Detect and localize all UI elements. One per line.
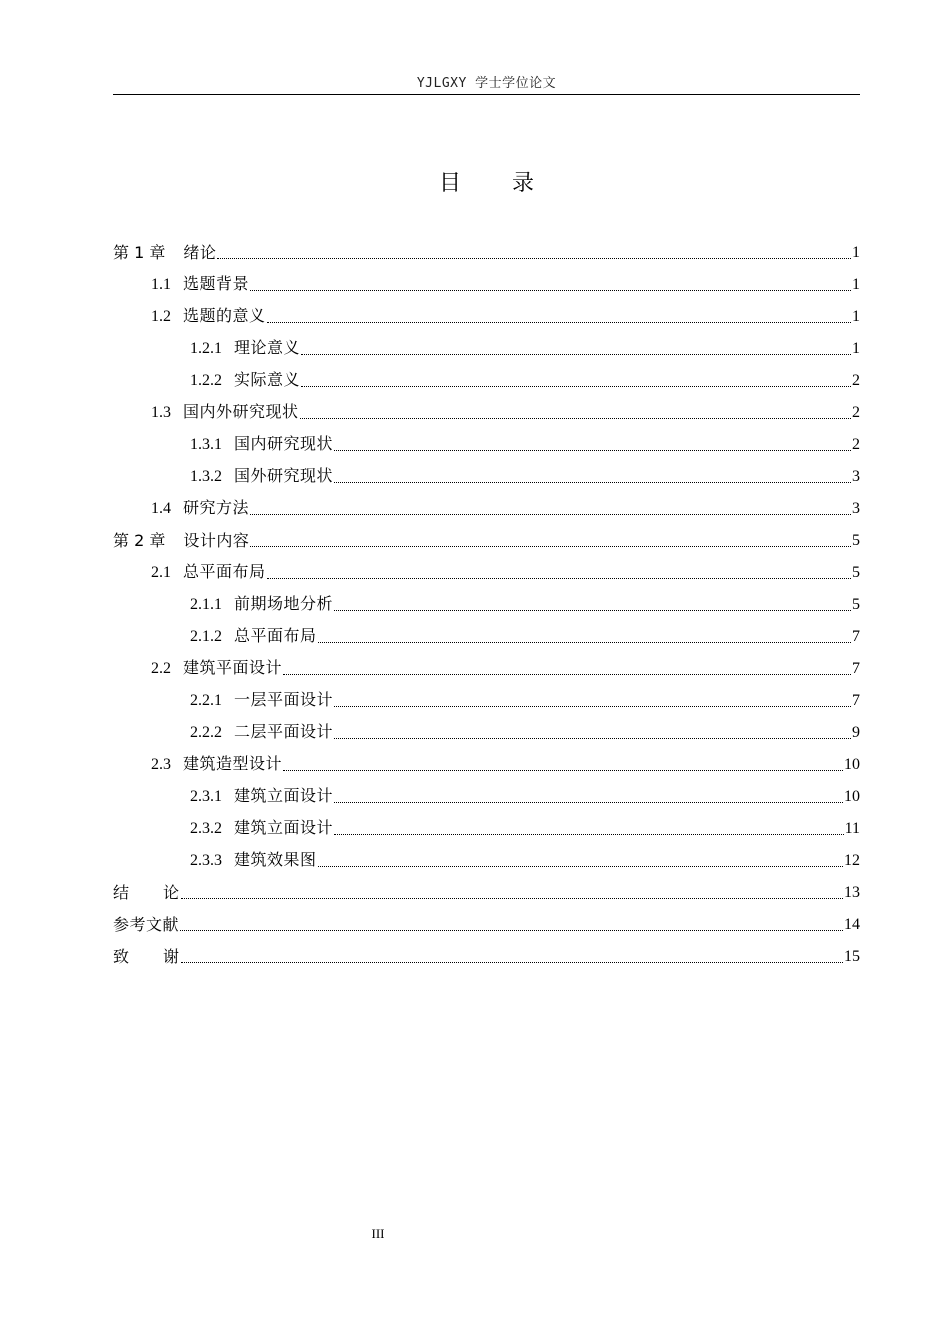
toc-entry-number: 1.2.1 [190, 340, 222, 357]
toc-entry[interactable] [113, 361, 860, 393]
toc-entry-page: 3 [852, 468, 860, 485]
toc-entry-label: 一层平面设计 [234, 692, 334, 709]
toc-entry-number: 第 2 章 [113, 531, 166, 550]
toc-entry[interactable] [113, 521, 860, 553]
dot-leader [301, 354, 851, 355]
toc-entry-label: 建筑效果图 [234, 852, 317, 869]
toc-entry[interactable] [113, 649, 860, 681]
toc-entry-page: 13 [844, 884, 860, 901]
dot-leader [334, 738, 851, 739]
toc-entry[interactable] [113, 713, 860, 745]
header-divider [113, 94, 860, 95]
toc-entry-page: 1 [852, 340, 860, 357]
toc-entry-label: 建筑造型设计 [183, 756, 283, 773]
toc-entry[interactable] [113, 745, 860, 777]
toc-entry-label: 理论意义 [234, 340, 301, 357]
toc-entry[interactable] [113, 809, 860, 841]
toc-entry-number: 1.2.2 [190, 372, 222, 389]
dot-leader [334, 834, 844, 835]
toc-entry[interactable] [113, 585, 860, 617]
toc-entry-label: 建筑立面设计 [234, 788, 334, 805]
toc-entry-number: 2.3 [151, 756, 171, 773]
toc-entry[interactable] [113, 425, 860, 457]
toc-entry-page: 1 [852, 276, 860, 293]
dot-leader [267, 322, 851, 323]
toc-entry-label: 总平面布局 [234, 628, 317, 645]
toc-entry[interactable] [113, 233, 860, 265]
dot-leader [301, 386, 851, 387]
toc-entry-number: 1.3.1 [190, 436, 222, 453]
toc-entry-number: 2.3.3 [190, 852, 222, 869]
dot-leader [334, 802, 843, 803]
toc-entry-number: 2.1.1 [190, 596, 222, 613]
toc-entry[interactable] [113, 393, 860, 425]
toc-entry[interactable] [113, 617, 860, 649]
toc-entry-number: 2.2.2 [190, 724, 222, 741]
toc-entry-number: 1.3.2 [190, 468, 222, 485]
dot-leader [250, 290, 851, 291]
toc-entry-label: 参考文献 [113, 915, 180, 934]
dot-leader [334, 450, 851, 451]
dot-leader [180, 930, 843, 931]
toc-entry[interactable] [113, 905, 860, 937]
dot-leader [334, 706, 851, 707]
dot-leader [283, 674, 851, 675]
dot-leader [267, 578, 851, 579]
toc-entry-page: 7 [852, 660, 860, 677]
toc-entry-label: 建筑平面设计 [183, 660, 283, 677]
page-number: III [371, 1226, 385, 1241]
toc-entry-page: 5 [852, 596, 860, 613]
toc-entry-number: 2.1 [151, 564, 171, 581]
toc-entry-page: 10 [844, 756, 860, 773]
toc-entry-page: 1 [852, 244, 860, 261]
toc-entry[interactable] [113, 777, 860, 809]
toc-entry-page: 11 [844, 820, 860, 837]
dot-leader [181, 898, 843, 899]
toc-entry-number: 2.3.1 [190, 788, 222, 805]
toc-entry-number: 第 1 章 [113, 243, 166, 262]
toc-entry-number: 1.1 [151, 276, 171, 293]
toc-entry-number: 1.3 [151, 404, 171, 421]
toc-entry[interactable] [113, 265, 860, 297]
toc-entry[interactable] [113, 681, 860, 713]
toc-entry[interactable] [113, 297, 860, 329]
toc-entry[interactable] [113, 937, 860, 969]
toc-entry-page: 2 [852, 404, 860, 421]
toc-entry[interactable] [113, 329, 860, 361]
toc-entry-page: 10 [844, 788, 860, 805]
toc-entry-label: 建筑立面设计 [234, 820, 334, 837]
toc-entry-page: 9 [852, 724, 860, 741]
dot-leader [318, 866, 843, 867]
toc-entry-number: 1.2 [151, 308, 171, 325]
toc-entry-number: 2.2.1 [190, 692, 222, 709]
toc-entry-label: 国外研究现状 [234, 468, 334, 485]
toc-entry[interactable] [113, 873, 860, 905]
toc-entry-page: 2 [852, 372, 860, 389]
toc-entry-number: 1.4 [151, 500, 171, 517]
toc-entry-label: 实际意义 [234, 372, 301, 389]
toc-entry-label: 国内研究现状 [234, 436, 334, 453]
toc-entry-page: 7 [852, 692, 860, 709]
toc-entry-page: 15 [844, 948, 860, 965]
toc-entry-label: 选题的意义 [183, 308, 266, 325]
dot-leader [217, 258, 851, 259]
toc-entry-label: 致 谢 [113, 947, 180, 966]
toc-entry-number: 2.1.2 [190, 628, 222, 645]
toc-entry[interactable] [113, 489, 860, 521]
toc-entry-label: 选题背景 [183, 276, 250, 293]
toc-entry-number: 2.2 [151, 660, 171, 677]
toc-entry-page: 3 [852, 500, 860, 517]
dot-leader [250, 514, 851, 515]
toc-entry-label: 前期场地分析 [234, 596, 334, 613]
toc-entry-page: 12 [844, 852, 860, 869]
toc-entry-number: 2.3.2 [190, 820, 222, 837]
dot-leader [318, 642, 851, 643]
toc-entry-page: 7 [852, 628, 860, 645]
toc-entry-page: 5 [852, 564, 860, 581]
toc-entry-page: 5 [852, 532, 860, 549]
toc-entry-label: 二层平面设计 [234, 724, 334, 741]
toc-entry-label: 国内外研究现状 [183, 404, 299, 421]
toc-entry[interactable] [113, 841, 860, 873]
toc-entry-label: 研究方法 [183, 500, 250, 517]
toc-entry-page: 14 [844, 916, 860, 933]
toc-entry[interactable] [113, 553, 860, 585]
dot-leader [250, 546, 851, 547]
dot-leader [181, 962, 843, 963]
toc-entry-label: 总平面布局 [183, 564, 266, 581]
toc-entry-label: 设计内容 [183, 531, 250, 550]
toc-entry-page: 1 [852, 308, 860, 325]
toc-entry-page: 2 [852, 436, 860, 453]
dot-leader [334, 482, 851, 483]
dot-leader [283, 770, 843, 771]
toc-title: 目 录 [439, 171, 556, 196]
page-header: YJLGXY 学士学位论文 [416, 76, 557, 91]
toc-entry-label: 绪论 [183, 243, 217, 262]
dot-leader [300, 418, 851, 419]
table-of-contents [113, 233, 860, 969]
toc-entry[interactable] [113, 457, 860, 489]
dot-leader [334, 610, 851, 611]
toc-entry-label: 结 论 [113, 883, 180, 902]
